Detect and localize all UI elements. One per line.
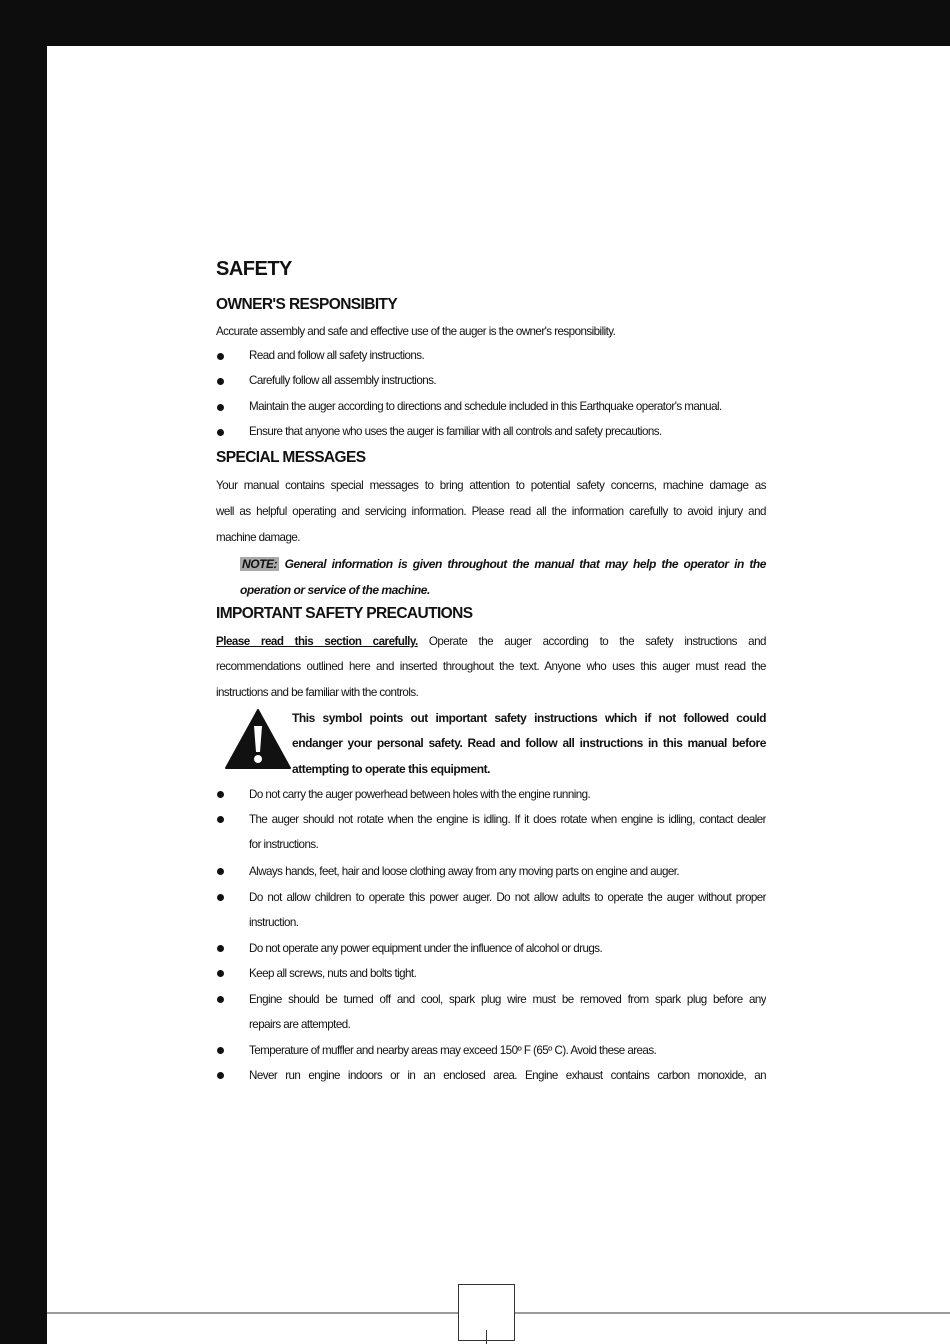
note-line xyxy=(240,557,766,571)
bullet-dot xyxy=(217,1072,224,1079)
precaution-item: Do not allow children to operate this power auger. Do not allow adults to operate the auger without proper xyxy=(249,891,766,904)
precaution-item: Do not operate any power equipment under the influence of alcohol or drugs. xyxy=(249,942,603,955)
bullet-dot xyxy=(217,816,224,823)
precautions-line xyxy=(216,635,766,648)
warning-triangle-icon xyxy=(224,708,292,770)
note-text: General information is given throughout the manual that may help the operator in the xyxy=(284,557,766,571)
precautions-heading: IMPORTANT SAFETY PRECAUTIONS xyxy=(216,605,473,622)
precaution-item-cont: repairs are attempted. xyxy=(249,1018,351,1031)
bullet-dot xyxy=(217,996,224,1003)
bullet-dot xyxy=(217,791,224,798)
left-border xyxy=(0,0,47,1344)
precaution-item: Never run engine indoors or in an enclosed area. Engine exhaust contains carbon monoxide, an xyxy=(249,1069,766,1082)
precaution-item-cont: for instructions. xyxy=(249,838,319,851)
top-border xyxy=(0,0,950,46)
bullet-dot xyxy=(217,378,224,385)
note-tag: NOTE: xyxy=(242,557,278,571)
note-line-2: operation or service of the machine. xyxy=(240,583,430,597)
special-line: Your manual contains special messages to bring attention to potential safety concerns, machine damage as xyxy=(216,479,766,492)
precaution-item: The auger should not rotate when the engine is idling. If it does rotate when engine is idling, contact dealer xyxy=(249,813,766,826)
bullet-dot xyxy=(217,1047,224,1054)
page-title: SAFETY xyxy=(216,258,292,280)
precaution-item: Keep all screws, nuts and bolts tight. xyxy=(249,967,417,980)
warning-text: This symbol points out important safety instructions which if not followed could xyxy=(292,711,766,725)
bullet-dot xyxy=(217,970,224,977)
precaution-item: Engine should be turned off and cool, spark plug wire must be removed from spark plug before any xyxy=(249,993,766,1006)
bullet-dot xyxy=(217,945,224,952)
owners-bullet: Ensure that anyone who uses the auger is familiar with all controls and safety precautions. xyxy=(249,425,662,438)
precautions-line: recommendations outlined here and inserted throughout the text. Anyone who uses this auger must read the xyxy=(216,660,766,673)
precautions-line: instructions and be familiar with the controls. xyxy=(216,686,419,699)
special-heading: SPECIAL MESSAGES xyxy=(216,449,366,466)
page-tick xyxy=(486,1330,487,1344)
bullet-dot xyxy=(217,353,224,360)
special-line: well as helpful operating and servicing information. Please read all the information carefully to avoid injury and xyxy=(216,505,766,518)
precaution-item: Always hands, feet, hair and loose clothing away from any moving parts on engine and auger. xyxy=(249,865,680,878)
precaution-item-cont: instruction. xyxy=(249,916,299,929)
owners-bullet: Maintain the auger according to directions and schedule included in this Earthquake operator's manual. xyxy=(249,400,722,413)
bullet-dot xyxy=(217,894,224,901)
bullet-dot xyxy=(217,404,224,411)
precautions-line1-rest: Operate the auger according to the safety instructions and xyxy=(428,635,766,648)
owners-bullet: Read and follow all safety instructions. xyxy=(249,349,425,362)
special-line: machine damage. xyxy=(216,531,300,544)
precautions-lead: Please read this section carefully. xyxy=(216,635,418,648)
bullet-dot xyxy=(217,429,224,436)
precaution-item: Do not carry the auger powerhead between holes with the engine running. xyxy=(249,788,591,801)
owners-bullet: Carefully follow all assembly instructions. xyxy=(249,374,437,387)
warning-text: endanger your personal safety. Read and follow all instructions in this manual before xyxy=(292,736,766,750)
owners-heading: OWNER'S RESPONSIBITY xyxy=(216,296,398,313)
bullet-dot xyxy=(217,868,224,875)
owners-intro: Accurate assembly and safe and effective use of the auger is the owner's responsibility. xyxy=(216,325,616,338)
precaution-item: Temperature of muffler and nearby areas may exceed 150º F (65º C). Avoid these areas. xyxy=(249,1044,657,1057)
warning-text: attempting to operate this equipment. xyxy=(292,762,491,776)
